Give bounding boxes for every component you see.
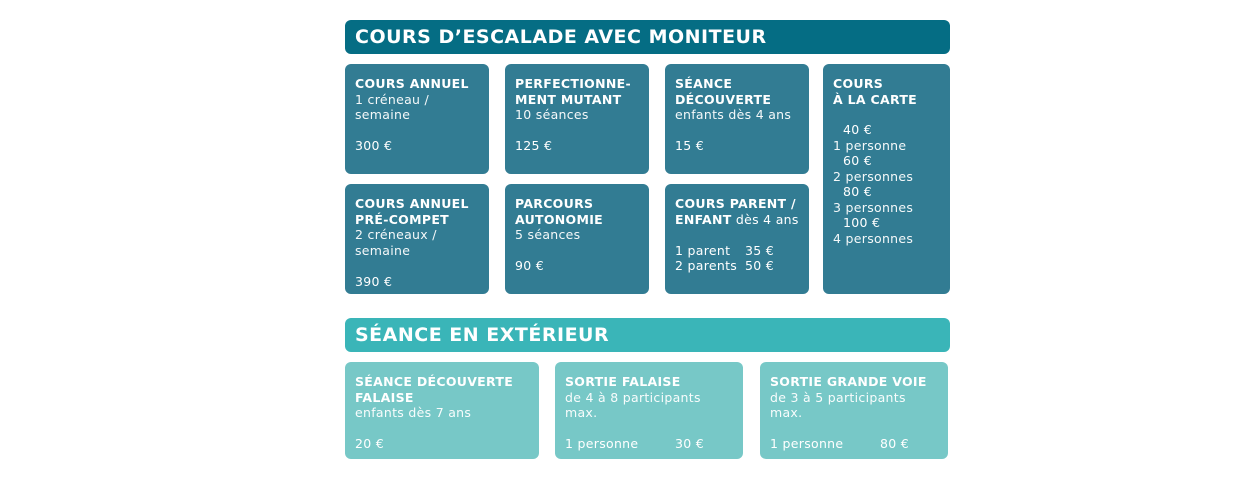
- card-title-line1: COURS ANNUEL: [355, 196, 469, 211]
- card-title-line1: SÉANCE: [675, 76, 733, 91]
- card-title-age: dès 4 ans: [731, 211, 799, 227]
- card-parcours-autonomie[interactable]: [505, 184, 649, 294]
- section-title-exterieur: SÉANCE EN EXTÉRIEUR: [345, 318, 950, 352]
- option-label: 1 personne: [833, 137, 907, 153]
- card-title-enfant: ENFANT: [675, 211, 732, 227]
- option-price: 80 €: [843, 184, 873, 199]
- card-subtitle: 1 créneau / semaine: [355, 91, 430, 122]
- card-title: SORTIE GRANDE VOIE: [770, 374, 927, 389]
- card-price: 20 €: [355, 436, 385, 451]
- card-title-line2: PRÉ-COMPET: [355, 211, 449, 227]
- card-subtitle: 10 séances: [515, 107, 589, 122]
- price-row: [770, 436, 938, 452]
- row-label: 2 parents: [675, 258, 738, 273]
- card-seance-decouverte-falaise[interactable]: [345, 362, 539, 459]
- card-title-line2: DÉCOUVERTE: [675, 91, 772, 107]
- card-title-line1: COURS: [833, 76, 884, 91]
- card-title-line2: À LA CARTE: [833, 91, 917, 107]
- card-sortie-grande-voie[interactable]: [760, 362, 948, 459]
- price-row: [565, 436, 733, 452]
- option-price: 60 €: [843, 153, 873, 168]
- option-price: 100 €: [843, 215, 881, 230]
- spacer: [565, 421, 733, 437]
- option-label: 2 personnes: [833, 168, 914, 184]
- row-price: 35 €: [745, 242, 775, 258]
- card-subtitle: de 3 à 5 participants max.: [770, 389, 906, 420]
- row-label: 1 personne: [770, 436, 844, 451]
- row-price: 80 €: [880, 436, 910, 451]
- spacer: [833, 107, 940, 122]
- card-title-line2: AUTONOMIE: [515, 211, 604, 227]
- card-subtitle-line2: semaine: [355, 242, 411, 258]
- card-title-line1: PARCOURS: [515, 196, 594, 211]
- row-label: 1 personne: [565, 436, 639, 451]
- card-price: 125 €: [515, 138, 553, 153]
- card-subtitle: enfants dès 4 ans: [675, 107, 792, 122]
- card-price: 300 €: [355, 138, 393, 153]
- price-row: [675, 243, 799, 259]
- card-title-line1: SÉANCE DÉCOUVERTE: [355, 374, 514, 389]
- card-title-line2: [675, 212, 799, 228]
- card-cours-parent-enfant[interactable]: [665, 184, 809, 294]
- card-title: COURS ANNUEL: [355, 76, 469, 91]
- card-title-line1: PERFECTIONNE-: [515, 76, 631, 91]
- option-label: 3 personnes: [833, 199, 914, 215]
- row-label: 1 parent: [675, 242, 731, 258]
- row-price: 30 €: [675, 436, 705, 451]
- spacer: [675, 227, 799, 243]
- card-perfectionnement[interactable]: [505, 64, 649, 174]
- option-price: 40 €: [843, 122, 873, 137]
- spacer: [770, 421, 938, 437]
- card-subtitle: enfants dès 7 ans: [355, 405, 472, 420]
- card-title-line1: COURS PARENT /: [675, 196, 796, 211]
- card-seance-decouverte[interactable]: [665, 64, 809, 174]
- section-title-moniteur: COURS D’ESCALADE AVEC MONITEUR: [345, 20, 950, 54]
- card-title-line2: MENT MUTANT: [515, 91, 622, 107]
- price-row: [675, 258, 799, 274]
- option-label: 4 personnes: [833, 230, 914, 246]
- card-subtitle-line1: 2 créneaux /: [355, 227, 437, 242]
- card-price: 15 €: [675, 138, 705, 153]
- card-sortie-falaise[interactable]: [555, 362, 743, 459]
- card-price: 90 €: [515, 258, 545, 273]
- card-cours-annuel-precompet[interactable]: [345, 184, 489, 294]
- card-price: 390 €: [355, 273, 393, 289]
- card-title: SORTIE FALAISE: [565, 374, 681, 389]
- card-cours-annuel[interactable]: [345, 64, 489, 174]
- card-subtitle: 5 séances: [515, 227, 581, 242]
- card-title-line2: FALAISE: [355, 389, 414, 405]
- card-subtitle: de 4 à 8 participants max.: [565, 389, 701, 420]
- card-cours-a-la-carte[interactable]: [823, 64, 950, 294]
- row-price: 50 €: [745, 258, 775, 273]
